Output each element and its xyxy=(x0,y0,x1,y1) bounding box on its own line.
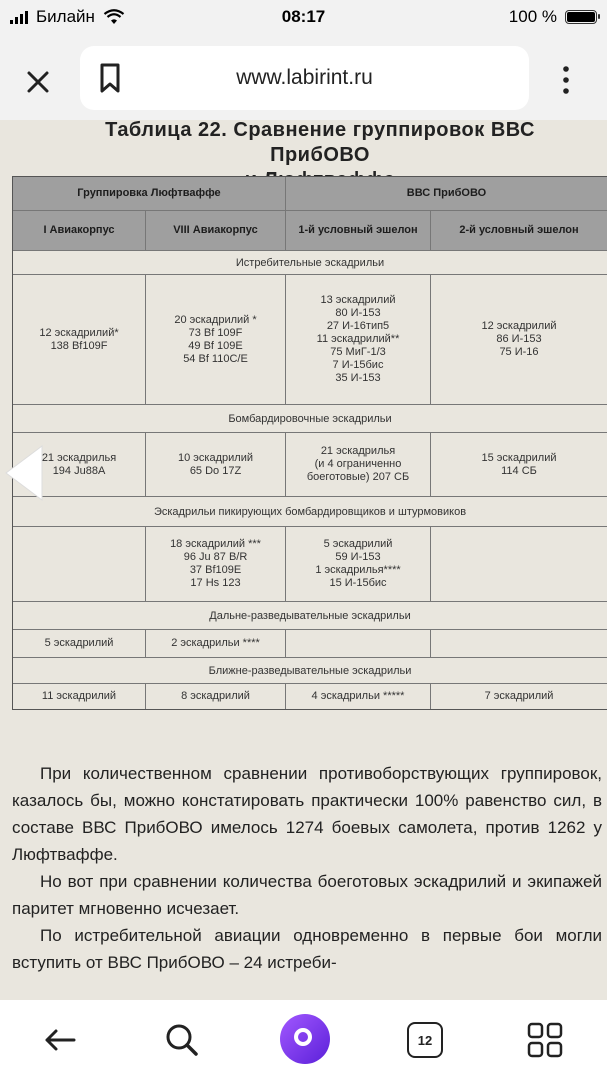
col-header-3: 1-й условный эшелон xyxy=(285,211,430,250)
status-bar xyxy=(0,0,607,36)
battery-icon xyxy=(565,10,597,24)
comparison-table xyxy=(12,176,607,710)
table-cell: 12 эскадрилий* 138 Bf109F xyxy=(39,326,119,352)
status-time: 08:17 xyxy=(281,7,326,26)
table-cell: 12 эскадрилий 86 И-153 75 И-16 xyxy=(430,275,607,404)
table-cell xyxy=(430,527,607,601)
paragraph: При количественном сравнении противоборствующих группировок, казалось бы, можно констатировать практически 100% равенство сил, в составе ВВС ПрибОВО имелось 1274 боевых самолета, против 1262 у Люфтваффе. xyxy=(12,764,602,864)
battery-fill xyxy=(567,12,595,22)
back-arrow-icon[interactable] xyxy=(40,1020,80,1060)
table-cell: 2 эскадрильи **** xyxy=(145,630,285,657)
table-row xyxy=(13,526,607,601)
column-header-row xyxy=(13,210,607,250)
section-title-row: Дальне-разведывательные эскадрильи xyxy=(13,601,607,629)
more-vert-icon[interactable] xyxy=(556,62,576,98)
group-luftwaffe-header: Группировка Люфтваффе xyxy=(13,177,285,210)
section-title-row: Эскадрильи пикирующих бомбардировщиков и штурмовиков xyxy=(13,496,607,526)
section-title-row: Ближне-разведывательные эскадрильи xyxy=(13,657,607,683)
table-cell xyxy=(13,527,145,601)
group-header-row xyxy=(13,177,607,210)
tabs-icon[interactable] xyxy=(407,1022,443,1058)
apps-grid-icon[interactable] xyxy=(526,1020,564,1060)
table-cell: 4 эскадрильи ***** xyxy=(285,684,430,709)
close-icon[interactable] xyxy=(20,64,56,100)
section-title-row: Истребительные эскадрильи xyxy=(13,250,607,274)
col-header-4: 2-й условный эшелон xyxy=(430,211,607,250)
table-row xyxy=(13,629,607,657)
table-cell xyxy=(430,630,607,657)
prev-page-arrow-icon[interactable] xyxy=(0,442,45,504)
table-row xyxy=(13,274,607,404)
table-cell: 15 эскадрилий 114 СБ xyxy=(430,433,607,496)
battery-percent: 100 % xyxy=(508,7,557,26)
book-page-image xyxy=(0,120,607,1000)
status-right xyxy=(509,7,597,27)
search-icon[interactable] xyxy=(162,1020,202,1060)
table-cell: 11 эскадрилий xyxy=(41,690,117,702)
table-cell xyxy=(285,630,430,657)
group-pribovo-header: ВВС ПрибОВО xyxy=(285,177,607,210)
tab-count: 12 xyxy=(417,1032,433,1048)
table-row xyxy=(13,432,607,496)
table-cell: 18 эскадрилий *** 96 Ju 87 B/R 37 Bf109E 17 Hs 123 xyxy=(145,527,285,601)
table-cell: 8 эскадрилий xyxy=(145,684,285,709)
table-cell: 5 эскадрилий xyxy=(44,637,114,649)
col-header-1: I Авиакорпус xyxy=(13,211,145,250)
section-title-row: Бомбардировочные эскадрильи xyxy=(13,404,607,432)
alice-icon[interactable] xyxy=(280,1014,330,1064)
table-cell: 21 эскадрилья 194 Ju88A xyxy=(41,451,117,477)
url-text[interactable]: www.labirint.ru xyxy=(236,66,373,89)
col-header-2: VIII Авиакорпус xyxy=(145,211,285,250)
body-text xyxy=(12,760,602,976)
table-cell: 10 эскадрилий 65 Do 17Z xyxy=(145,433,285,496)
carrier-name: Билайн xyxy=(36,7,95,26)
address-bar[interactable] xyxy=(80,46,529,110)
browser-toolbar xyxy=(0,36,607,120)
bottom-navigation xyxy=(0,1000,607,1080)
table-cell: 13 эскадрилий 80 И-153 27 И-16тип5 11 эскадрилий** 75 МиГ-1/3 7 И-15бис 35 И-153 xyxy=(285,275,430,404)
table-cell: 5 эскадрилий 59 И-153 1 эскадрилья**** 15 И-15бис xyxy=(285,527,430,601)
table-row xyxy=(13,683,607,709)
paragraph: Но вот при сравнении количества боеготовых эскадрилий и экипажей паритет мгновенно исчезает. xyxy=(12,872,602,918)
table-cell: 21 эскадрилья (и 4 ограниченно боеготовые) 207 СБ xyxy=(285,433,430,496)
paragraph: По истребительной авиации одновременно в первые бои могли вступить от ВВС ПрибОВО – 24 истреби- xyxy=(12,926,602,972)
table-cell: 20 эскадрилий * 73 Bf 109F 49 Bf 109E 54 Bf 110C/E xyxy=(145,275,285,404)
table-title-line1: Таблица 22. Сравнение группировок ВВС ПрибОВО xyxy=(105,120,535,166)
table-cell: 7 эскадрилий xyxy=(430,684,607,709)
